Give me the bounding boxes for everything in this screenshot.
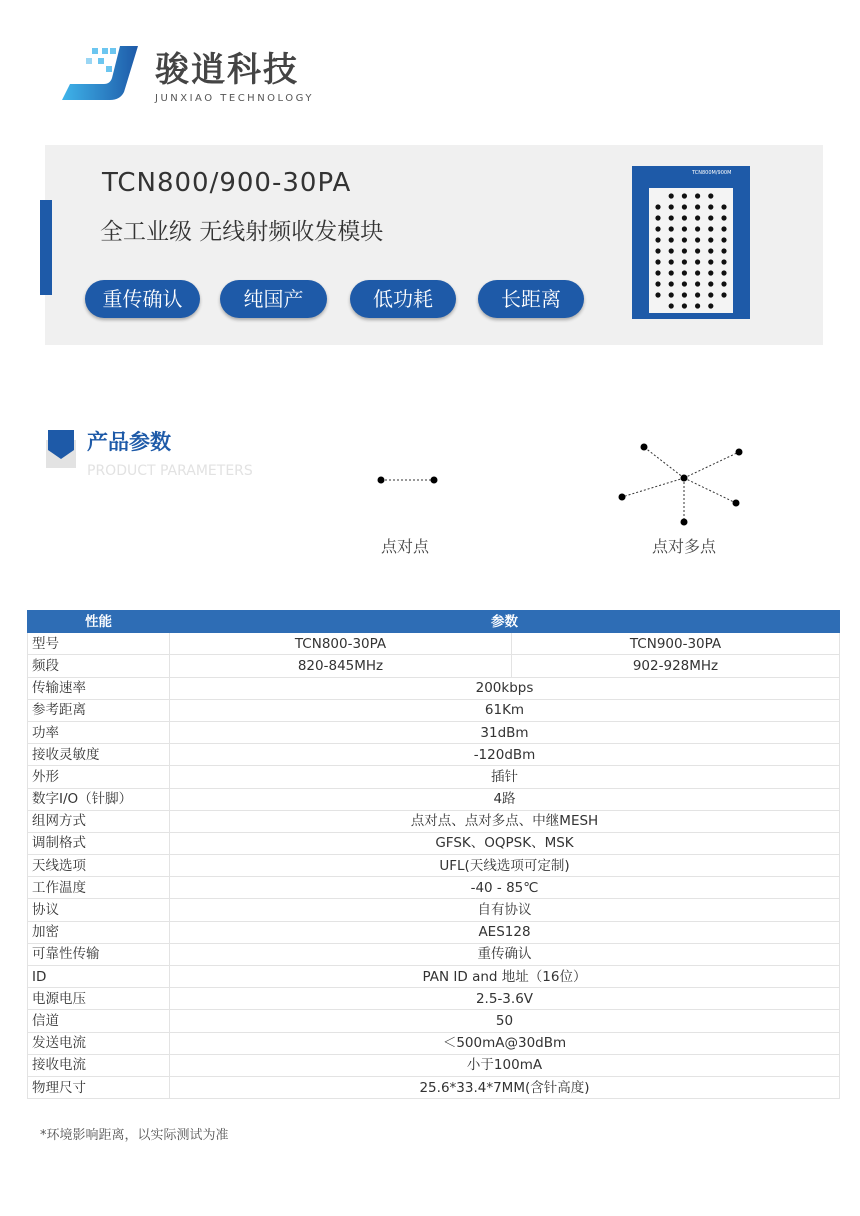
module-pad: [669, 281, 674, 286]
module-pad: [708, 204, 713, 209]
table-row: [28, 633, 840, 655]
module-pad: [721, 259, 726, 264]
module-pad: [669, 193, 674, 198]
module-pad: [682, 292, 687, 297]
module-pad: [655, 248, 660, 253]
row-value: 31dBm: [170, 721, 840, 743]
row-value: GFSK、OQPSK、MSK: [170, 832, 840, 854]
module-pad: [669, 204, 674, 209]
module-pad: [708, 259, 713, 264]
module-pad: [695, 270, 700, 275]
product-title: TCN800/900-30PA: [102, 168, 352, 198]
table-row: [28, 699, 840, 721]
module-pad: [708, 292, 713, 297]
row-value: AES128: [170, 921, 840, 943]
table-row: [28, 988, 840, 1010]
module-pad: [655, 270, 660, 275]
module-pad: [708, 215, 713, 220]
feature-badge: 长距离: [478, 280, 584, 318]
table-row: [28, 943, 840, 965]
point-to-multipoint-diagram: [610, 440, 750, 530]
row-value: 小于100mA: [170, 1054, 840, 1076]
parameters-table: [27, 610, 840, 1099]
table-row: [28, 855, 840, 877]
module-pad: [682, 270, 687, 275]
module-pad: [682, 259, 687, 264]
row-value: TCN900-30PA: [512, 633, 840, 655]
module-pad: [655, 215, 660, 220]
module-pad: [682, 204, 687, 209]
row-value: PAN ID and 地址（16位）: [170, 966, 840, 988]
point-to-point-diagram: [370, 470, 450, 490]
module-pad: [708, 248, 713, 253]
feature-badge: 低功耗: [350, 280, 456, 318]
table-row: [28, 721, 840, 743]
module-pad: [708, 270, 713, 275]
row-value: 重传确认: [170, 943, 840, 965]
table-row: [28, 744, 840, 766]
row-label: 组网方式: [28, 810, 170, 832]
row-label: 信道: [28, 1010, 170, 1032]
module-pad: [695, 193, 700, 198]
row-label: 加密: [28, 921, 170, 943]
p2p-label: 点对点: [381, 537, 430, 556]
row-value: -40 - 85℃: [170, 877, 840, 899]
feature-badge: 纯国产: [220, 280, 327, 318]
row-label: 发送电流: [28, 1032, 170, 1054]
row-label: 功率: [28, 721, 170, 743]
row-value: 50: [170, 1010, 840, 1032]
module-pad: [721, 226, 726, 231]
section-marker-icon: [46, 430, 76, 470]
module-label: TCN800M/900M: [692, 170, 732, 176]
row-label: ID: [28, 966, 170, 988]
row-value: 200kbps: [170, 677, 840, 699]
module-pad: [655, 292, 660, 297]
module-pad: [669, 226, 674, 231]
module-pad: [708, 281, 713, 286]
row-value: TCN800-30PA: [170, 633, 512, 655]
module-pad: [655, 226, 660, 231]
row-label: 协议: [28, 899, 170, 921]
table-row: [28, 1054, 840, 1076]
module-pad: [655, 204, 660, 209]
module-pad: [708, 226, 713, 231]
product-subtitle: 全工业级 无线射频收发模块: [100, 219, 384, 245]
table-header: 性能: [28, 611, 170, 633]
module-pad: [682, 281, 687, 286]
module-pad: [655, 281, 660, 286]
section-title: 产品参数: [87, 430, 171, 454]
logo-icon: [62, 42, 142, 102]
module-pad: [695, 248, 700, 253]
feature-badge: 重传确认: [85, 280, 200, 318]
module-pad: [695, 259, 700, 264]
table-row: [28, 877, 840, 899]
module-pad: [682, 248, 687, 253]
module-pad: [682, 226, 687, 231]
row-label: 电源电压: [28, 988, 170, 1010]
table-row: [28, 921, 840, 943]
module-pad: [669, 215, 674, 220]
module-pad: [695, 215, 700, 220]
module-pad: [708, 237, 713, 242]
row-label: 接收电流: [28, 1054, 170, 1076]
row-label: 调制格式: [28, 832, 170, 854]
module-pad: [708, 193, 713, 198]
table-row: [28, 1076, 840, 1098]
module-image: [632, 166, 750, 319]
table-row: [28, 1032, 840, 1054]
row-label: 外形: [28, 766, 170, 788]
row-value: ＜500mA@30dBm: [170, 1032, 840, 1054]
module-pad: [721, 292, 726, 297]
module-pad: [655, 237, 660, 242]
row-value: -120dBm: [170, 744, 840, 766]
row-label: 可靠性传输: [28, 943, 170, 965]
module-pad: [669, 237, 674, 242]
module-pad: [695, 292, 700, 297]
row-label: 参考距离: [28, 699, 170, 721]
footnote: *环境影响距离，以实际测试为准: [40, 1128, 229, 1143]
module-pad: [721, 215, 726, 220]
section-subtitle: PRODUCT PARAMETERS: [87, 463, 253, 479]
row-label: 工作温度: [28, 877, 170, 899]
module-pad: [721, 248, 726, 253]
table-row: [28, 788, 840, 810]
row-label: 物理尺寸: [28, 1076, 170, 1098]
module-pads: [649, 188, 733, 313]
module-pad: [669, 248, 674, 253]
logo-subtext: JUNXIAO TECHNOLOGY: [155, 93, 314, 104]
module-pad: [682, 193, 687, 198]
module-pad: [695, 281, 700, 286]
logo-text: 骏逍科技: [155, 50, 299, 90]
row-value: 插针: [170, 766, 840, 788]
module-pad: [695, 204, 700, 209]
module-pad: [721, 281, 726, 286]
module-pad: [669, 292, 674, 297]
row-value: 902-928MHz: [512, 655, 840, 677]
module-pad: [682, 303, 687, 308]
module-pad: [669, 270, 674, 275]
module-pad: [655, 259, 660, 264]
row-value: 自有协议: [170, 899, 840, 921]
table-row: [28, 677, 840, 699]
module-pad: [682, 215, 687, 220]
module-pad: [708, 303, 713, 308]
row-value: 61Km: [170, 699, 840, 721]
row-label: 天线选项: [28, 855, 170, 877]
row-value: 25.6*33.4*7MM(含针高度): [170, 1076, 840, 1098]
table-row: [28, 832, 840, 854]
row-label: 数字I/O（针脚）: [28, 788, 170, 810]
row-value: UFL(天线选项可定制): [170, 855, 840, 877]
module-pad: [669, 303, 674, 308]
table-row: [28, 966, 840, 988]
table-row: [28, 655, 840, 677]
p2mp-label: 点对多点: [652, 537, 717, 556]
row-value: 4路: [170, 788, 840, 810]
row-value: 820-845MHz: [170, 655, 512, 677]
row-label: 接收灵敏度: [28, 744, 170, 766]
module-pad: [695, 237, 700, 242]
table-row: [28, 766, 840, 788]
module-pad: [721, 237, 726, 242]
row-label: 型号: [28, 633, 170, 655]
row-value: 点对点、点对多点、中继MESH: [170, 810, 840, 832]
module-pad: [682, 237, 687, 242]
table-row: [28, 810, 840, 832]
row-label: 传输速率: [28, 677, 170, 699]
table-header: 参数: [170, 611, 840, 633]
table-row: [28, 899, 840, 921]
module-pad: [669, 259, 674, 264]
accent-bar: [40, 200, 52, 295]
module-pad: [695, 226, 700, 231]
row-label: 频段: [28, 655, 170, 677]
row-value: 2.5-3.6V: [170, 988, 840, 1010]
table-row: [28, 1010, 840, 1032]
module-pad: [721, 204, 726, 209]
module-pad: [695, 303, 700, 308]
module-pad: [721, 270, 726, 275]
